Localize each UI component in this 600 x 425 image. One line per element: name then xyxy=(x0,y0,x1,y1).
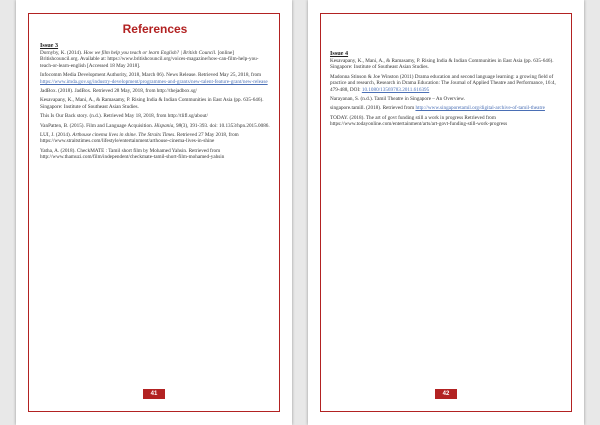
reference-link[interactable]: https://www.imda.gov.sg/industry-development/programmes-and-grants/new-talent-feature-grant/new-release xyxy=(40,78,268,85)
left-page-content xyxy=(40,22,270,164)
reference-link[interactable]: 10.1080/13569783.2011.616395 xyxy=(361,86,430,93)
page-number: 41 xyxy=(143,389,165,399)
left-page xyxy=(16,0,292,425)
reference-entry: LUI, J. (2014). Arthouse cinema lives in shine. The Straits Times. Retrieved 27 May 2018, from https://www.straitstimes.com/lifestyle/entertainment/arthouse-cinema-lives-in-shine xyxy=(40,132,239,145)
reference-entry: Narayanan, S. (n.d.). Tamil Theatre in Singapore – An Overview. xyxy=(330,96,465,103)
issue-heading: Issue 4 xyxy=(330,50,349,57)
reference-entry: JadBox. (2018). JadBox. Retrieved 28 May, 2018, from http://thejadbox.sg/ xyxy=(40,88,197,95)
reference-entry: Kesavapany, K., Mani, A., & Ramasamy, P. Rising India & Indian Communities in East Asia (pp. 635-646). Singapore: Institute of Southeast Asian Studies. xyxy=(40,97,264,110)
reference-entry: Kesavapany, K., Mani, A., & Ramasamy, P. Rising India & Indian Communities in East Asia (pp. 635-646). Singapore: Institute of Southeast Asian Studies. xyxy=(330,58,554,71)
reference-entry: TODAY. (2018). The art of govt funding still a work in progress Retrieved from https://www.todayonline.com/entertainment/arts/art-govt-funding-still-work-progress xyxy=(330,114,508,128)
reference-entry: VanPatten, B. (2015). Film and Language Acquisition. Hispania, 98(3), 391-393. doi: 10.1353/hpn.2015.0086. xyxy=(40,122,270,129)
reference-entry: singapore.tamill. (2018). Retrieved from http://www.singaporetamil.org/digital-archive-of-tamil-theatre xyxy=(330,105,545,112)
page-number: 42 xyxy=(435,389,457,399)
reference-entry: Dornyby, K. (2014). How we film help you teach or learn English? | British Council. [online] Britishcouncil.org. Available at: https://www.britishcouncil.org/voices-magazine/how-can-film-help-you-teach-or-learn-english [Accessed 18 May 2018]. xyxy=(40,50,259,69)
references-title: References xyxy=(122,22,188,36)
reference-entry: Yatha, A. (2018). CheckMATE : Tamil short film by Mohamed Yahsin. Retrieved from http://www.thamuzi.com/film/independent/checkmate-tamil-short-film-mohamed-yahsin xyxy=(40,147,225,161)
right-page xyxy=(308,0,584,425)
reference-entry: Infocomm Media Development Authority, 2018, March 06). News Release. Retrieved May 25, 2018, from https://www.imda.gov.sg/industry-development/programmes-and-grants/new-talent-feature-grant/new-release xyxy=(40,72,268,85)
reference-entry: Madonna Stinson & Joe Winston (2011) Drama education and second language learning: a growing field of practice and research, Research in Drama Education: The Journal of Applied Theatre and Performance, 16:4, 479-488, DOI: 10.1080/13569783.2011.616395 xyxy=(330,73,556,93)
reference-link[interactable]: http://www.singaporetamil.org/digital-archive-of-tamil-theatre xyxy=(415,105,545,112)
reference-entry: This Is Our Back story. (n.d.). Retrieved May 18, 2018, from http://tlifl.sg/about/ xyxy=(40,113,208,120)
issue-heading: Issue 3 xyxy=(40,42,59,49)
right-page-content xyxy=(330,50,560,131)
